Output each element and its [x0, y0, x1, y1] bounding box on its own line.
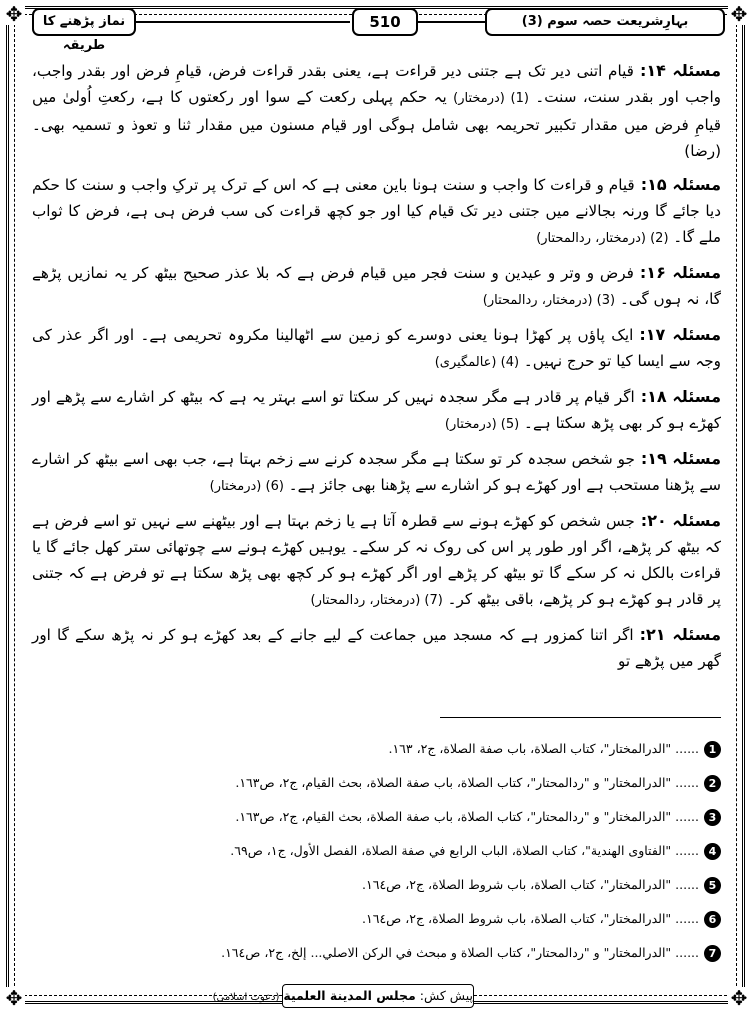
- footnotes: [32, 732, 721, 970]
- masala-18: مسئلہ ۱۸:اگر قیام پر قادر ہے مگر سجدہ نہیں کر سکتا تو اسے بہتر یہ ہے کہ بیٹھ کر اشارے سے پڑھے اور کھڑے ہو کر بھی پڑھ سکتا ہے۔ (5) (درمختار): [32, 387, 721, 432]
- footnote-divider: [440, 717, 721, 718]
- page-number: 510: [352, 8, 418, 36]
- footnote-item: 2...... "الدرالمختار" و "ردالمحتار"، كتاب الصلاة، باب صفة الصلاة، بحث القيام، ج٢، ص١٦٣.: [32, 766, 721, 800]
- masala-21: مسئلہ ۲۱:اگر اتنا کمزور ہے کہ مسجد میں جماعت کے لیے جانے کے بعد کھڑے ہو کر نہ پڑھ سکے گا اور گھر میں پڑھے تو: [32, 625, 721, 670]
- masala-16: مسئلہ ۱۶:فرض و وتر و عیدین و سنت فجر میں قیام فرض ہے کہ بلا عذر صحیح بیٹھ کر یہ نمازیں پڑھے گا، نہ ہوں گی۔ (3) (درمختار، ردالمحتار): [32, 263, 721, 308]
- masala-14: مسئلہ ۱۴:قیام اتنی دیر تک ہے جتنی دیر قراءت ہے، یعنی بقدر قراءت فرض، قیامِ فرض اور بقدر واجب، واجب اور بقدر سنت، سنت۔ (1) (درمختار) یہ حکم پہلی رکعت کے سوا اور رکعتوں کا ہے، رکعتِ اُولیٰ میں قیامِ فرض میں مقدار تکبیر تحریمہ بھی شامل ہوگی اور قیام مسنون میں مقدار ثنا و تعوذ و تسمیہ بھی۔ (رضا): [32, 61, 722, 160]
- footnote-item: 7...... "الدرالمختار" و "ردالمحتار"، كتاب الصلاة و مبحث في الركن الاصلي... إلخ، ج٢، ص١٦٤.: [32, 936, 721, 970]
- masala-20: مسئلہ ۲۰:جس شخص کو کھڑے ہونے سے قطرہ آتا ہے یا زخم بہتا ہے اور بیٹھنے سے نہیں تو اسے فرض ہے کہ بیٹھ کر پڑھے، اگر اور طور پر اس کی روک نہ کر سکے۔ یوہیں کھڑے ہونے سے چوتھائی ستر کھل جائے گا یا قراءت بالکل نہ کر سکے گا تو بیٹھ کر پڑھے اور اگر کھڑے ہو کر کچھ بھی پڑھ سکتا ہے تو فرض ہے کہ جتنی پر قادر ہو کھڑے ہو کر پڑھے، باقی بیٹھ کر۔ (7) (درمختار، ردالمحتار): [32, 511, 721, 608]
- corner-ornament-icon: ✥: [728, 987, 750, 1009]
- page-footer: [22, 984, 731, 1008]
- masala-17: مسئلہ ۱۷:ایک پاؤں پر کھڑا ہونا یعنی دوسرے کو زمین سے اٹھالینا مکروہ تحریمی ہے۔ اور اگر عذر کی وجہ سے ایسا کیا تو حرج نہیں۔ (4) (عالمگیری): [32, 325, 721, 370]
- page-header: [22, 8, 731, 53]
- main-text: [32, 58, 721, 682]
- footnote-item: 3...... "الدرالمختار" و "ردالمحتار"، كتاب الصلاة، باب صفة الصلاة، بحث القيام، ج٢، ص١٦٣.: [32, 800, 721, 834]
- footnote-item: 4...... "الفتاوى الهندية"، كتاب الصلاة، الباب الرابع في صفة الصلاة، الفصل الأول، ج١، ص٦٩.: [32, 834, 721, 868]
- footnote-item: 5...... "الدرالمختار"، كتاب الصلاة، باب شروط الصلاة، ج٢، ص١٦٤.: [32, 868, 721, 902]
- presented-by-label: پیش کش:: [419, 988, 473, 1003]
- header-rule: [418, 21, 488, 23]
- section-title: نماز پڑھنے کا طریقہ: [32, 8, 136, 36]
- publisher-sub: (دعوتِ اسلامی): [212, 992, 280, 1003]
- header-rule: [134, 21, 350, 23]
- footnote-item: 1...... "الدرالمختار"، كتاب الصلاة، باب صفة الصلاة، ج٢، ١٦٣.: [32, 732, 721, 766]
- corner-ornament-icon: ✥: [728, 3, 750, 25]
- masala-19: مسئلہ ۱۹:جو شخص سجدہ کر تو سکتا ہے مگر سجدہ کرنے سے زخم بہتا ہے، جب بھی اسے بیٹھ کر اشارے سے پڑھنا مستحب ہے اور کھڑے ہو کر اشارے سے پڑھنا بھی جائز ہے۔ (6) (درمختار): [32, 449, 722, 494]
- masala-15: مسئلہ ۱۵:قیام و قراءت کا واجب و سنت ہونا باین معنی ہے کہ اس کے ترک پر ترکِ واجب و سنت کا حکم دیا جائے گا ورنہ بجالانے میں جتنی دیر تک قیام کیا اور جو کچھ قراءت کی سب فرض ہی ہے، فرض کا ثواب ملے گا۔ (2) (درمختار، ردالمحتار): [32, 175, 721, 246]
- corner-ornament-icon: ✥: [3, 987, 25, 1009]
- publisher-box: [212, 984, 474, 1008]
- book-title: بہارِشریعت حصہ سوم (3): [485, 8, 725, 36]
- corner-ornament-icon: ✥: [3, 3, 25, 25]
- publisher-name: مجلس المدينة العلمية: [283, 988, 416, 1003]
- footnote-item: 6...... "الدرالمختار"، كتاب الصلاة، باب شروط الصلاة، ج٢، ص١٦٤.: [32, 902, 721, 936]
